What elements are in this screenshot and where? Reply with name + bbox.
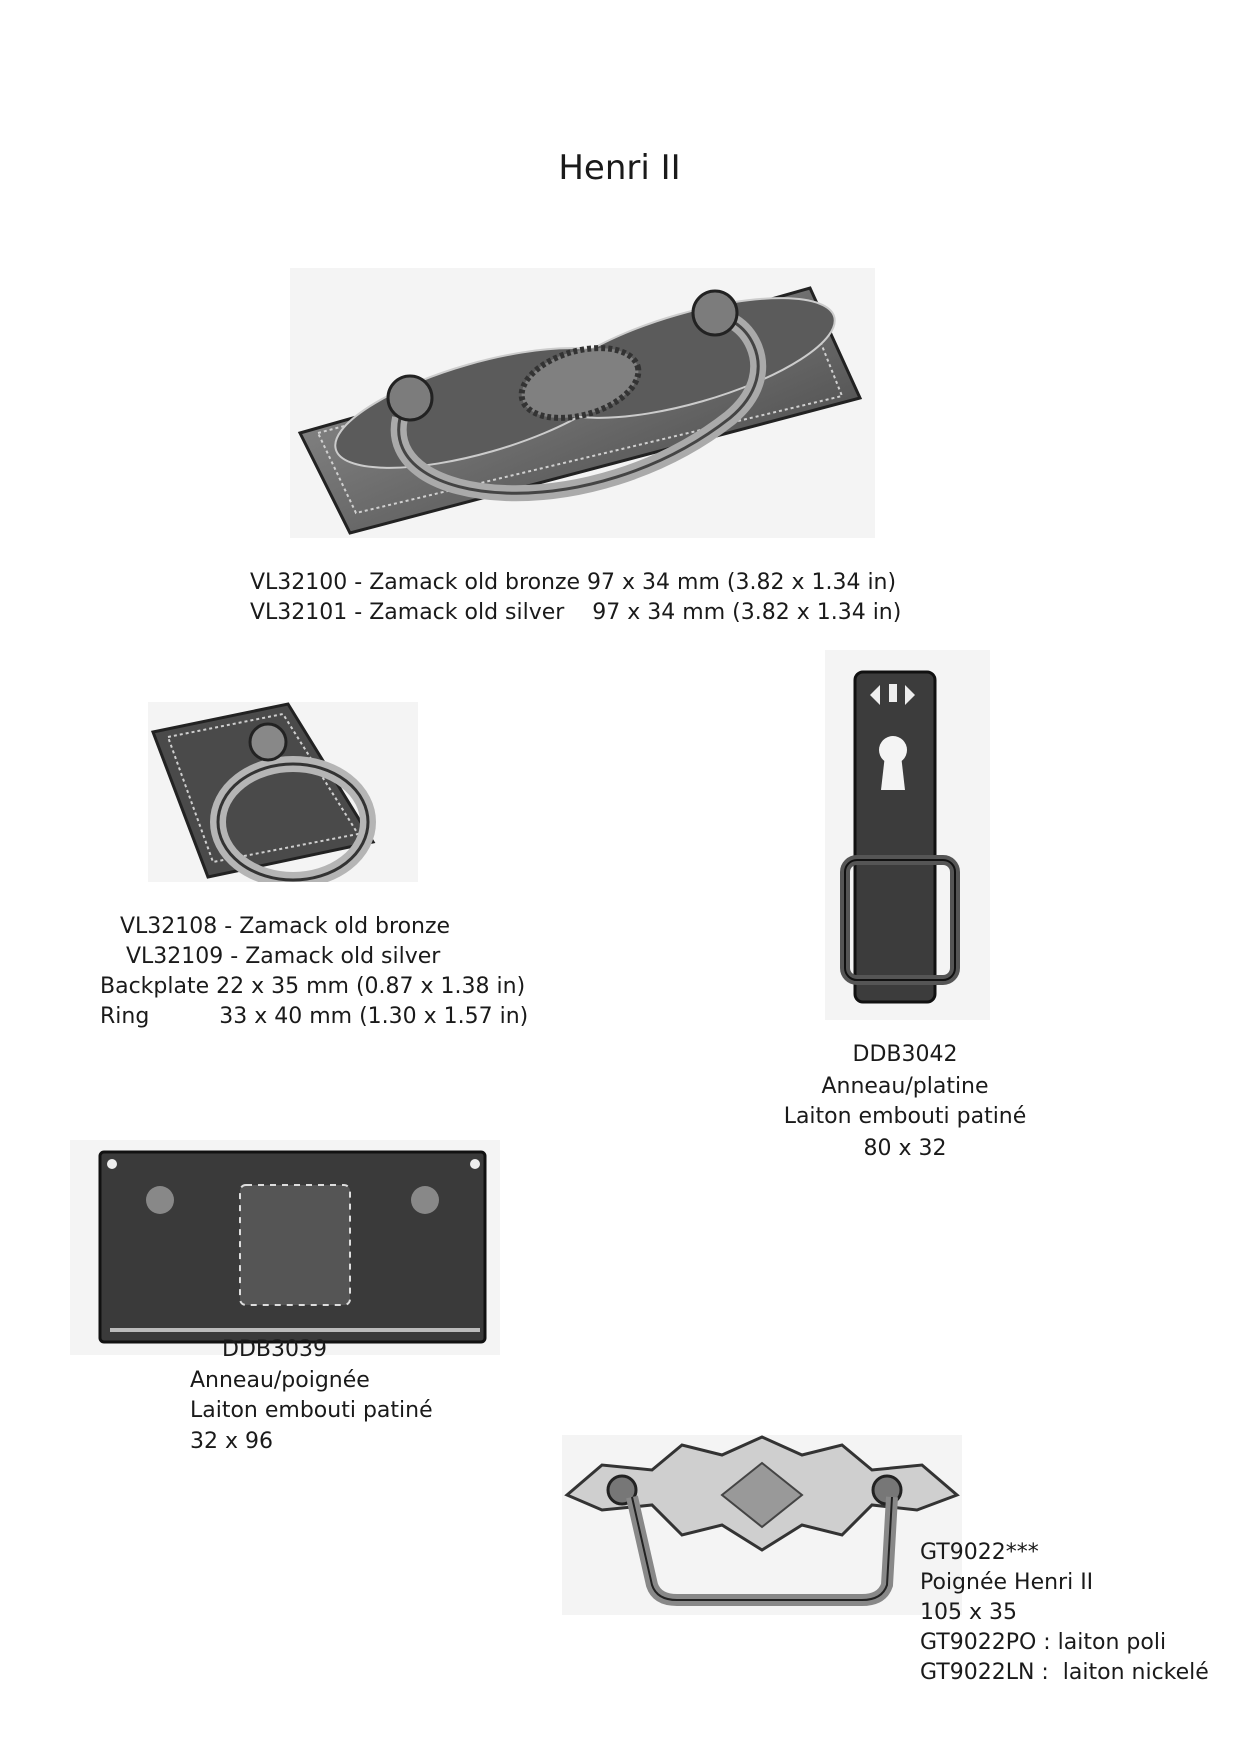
- gt9022-bail-pull-image: [562, 1435, 962, 1615]
- vl32108-backplate: Backplate 22 x 35 mm (0.87 x 1.38 in): [100, 974, 526, 999]
- ddb3039-handle-image: [70, 1140, 500, 1355]
- ddb3042-material: Laiton embouti patiné: [783, 1104, 1027, 1129]
- ddb3042-code: DDB3042: [852, 1042, 958, 1067]
- gt9022-size: 105 x 35: [920, 1600, 1017, 1625]
- gt9022-code: GT9022***: [920, 1540, 1039, 1565]
- vl32108-ring: Ring 33 x 40 mm (1.30 x 1.57 in): [100, 1004, 529, 1029]
- page-title: Henri II: [558, 148, 681, 188]
- gt9022po-variant: GT9022PO : laiton poli: [920, 1630, 1167, 1655]
- vl32108-line-1: VL32108 - Zamack old bronze: [120, 914, 451, 939]
- ddb3042-type: Anneau/platine: [821, 1074, 989, 1099]
- vl32101-line-2: VL32101 - Zamack old silver 97 x 34 mm (3.82 x 1.34 in): [250, 600, 902, 625]
- gt9022-type: Poignée Henri II: [920, 1570, 1094, 1595]
- gt9022ln-variant: GT9022LN : laiton nickelé: [920, 1660, 1209, 1685]
- vl32108-ring-pull-image: [148, 702, 418, 882]
- ddb3042-escutcheon-image: [825, 650, 990, 1020]
- ddb3039-material: Laiton embouti patiné: [190, 1398, 433, 1423]
- vl32109-line-2: VL32109 - Zamack old silver: [126, 944, 441, 969]
- ddb3039-size: 32 x 96: [190, 1429, 273, 1454]
- ddb3039-type: Anneau/poignée: [190, 1368, 370, 1393]
- vl32100-line-1: VL32100 - Zamack old bronze 97 x 34 mm (3.82 x 1.34 in): [250, 570, 897, 595]
- vl32100-pull-image: [290, 268, 875, 538]
- ddb3042-size: 80 x 32: [863, 1136, 947, 1161]
- ddb3039-code: DDB3039: [222, 1337, 327, 1362]
